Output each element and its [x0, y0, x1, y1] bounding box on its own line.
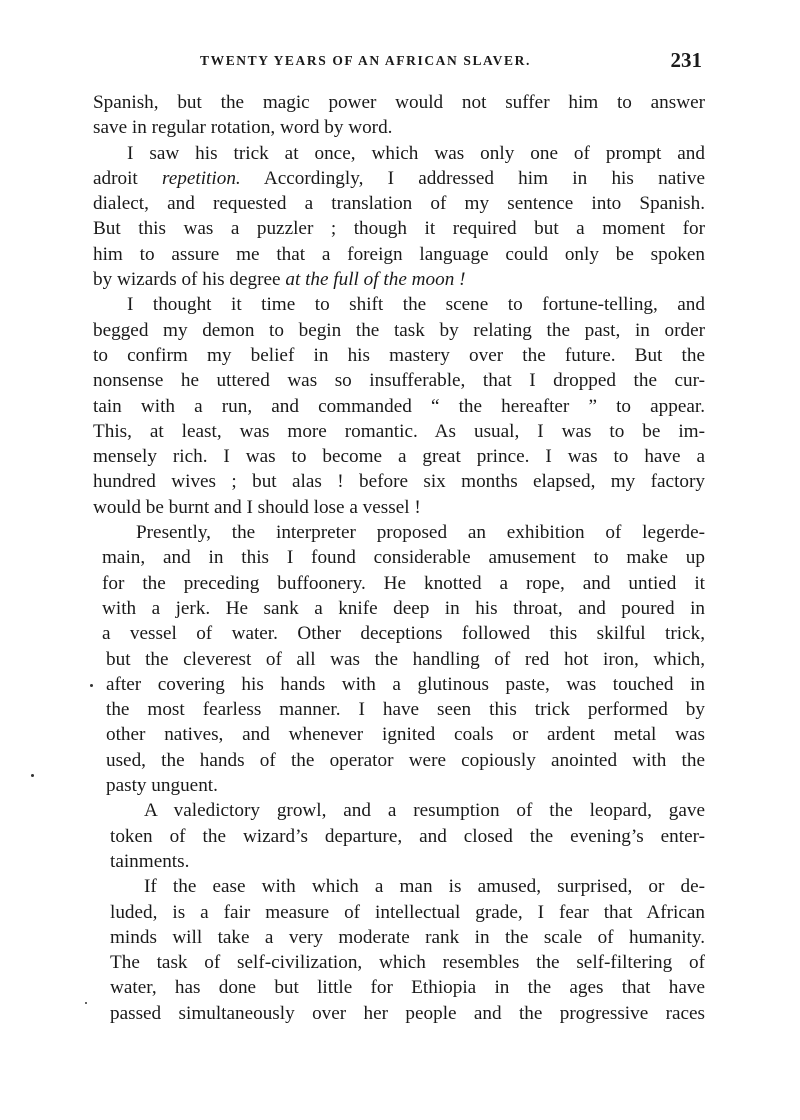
body-text [93, 90, 705, 1026]
text-line: This, at least, was more romantic. As usual, I was to be im- [93, 420, 705, 442]
text-line: pasty unguent. [106, 775, 218, 797]
text-run: by wizards of his degree [93, 269, 286, 291]
text-line: him to assure me that a foreign language could only be spoken [93, 243, 705, 265]
text-line: for the preceding buffoonery. He knotted a rope, and untied it [102, 572, 705, 594]
text-line: Presently, the interpreter proposed an exhibition of legerde- [136, 522, 705, 544]
italic-run: at the full of the moon ! [285, 269, 466, 291]
text-line: begged my demon to begin the task by relating the past, in order [93, 319, 705, 341]
text-line: main, and in this I found considerable amusement to make up [102, 547, 705, 569]
text-line: a vessel of water. Other deceptions followed this skilful trick, [102, 623, 705, 645]
text-line: the most fearless manner. I have seen this trick performed by [106, 699, 705, 721]
text-line: would be burnt and I should lose a vessel ! [93, 496, 421, 518]
text-line: I thought it time to shift the scene to fortune-telling, and [127, 294, 705, 316]
text-line: to confirm my belief in his mastery over the future. But the [93, 344, 705, 366]
text-line [93, 166, 705, 191]
speck-mark [31, 774, 34, 777]
text-line: Spanish, but the magic power would not suffer him to answer [93, 92, 705, 113]
text-line: But this was a puzzler ; though it required but a moment for [93, 218, 705, 240]
text-line: nonsense he uttered was so insufferable, that I dropped the cur- [93, 370, 705, 392]
text-line: tainments. [110, 850, 190, 872]
text-run: Accordingly, I addressed him in his native [240, 167, 705, 189]
text-line: A valedictory growl, and a resumption of the leopard, gave [144, 800, 705, 822]
speck-mark [90, 684, 93, 687]
page-header [90, 48, 702, 76]
text-line: passed simultaneously over her people and the progressive races [110, 1002, 705, 1024]
text-line: I saw his trick at once, which was only one of prompt and [127, 142, 705, 164]
text-line: but the cleverest of all was the handling of red hot iron, which, [106, 648, 705, 670]
text-line: tain with a run, and commanded “ the hereafter ” to appear. [93, 395, 705, 417]
text-line: other natives, and whenever ignited coals or ardent metal was [106, 724, 705, 746]
text-line [93, 267, 705, 292]
text-line: water, has done but little for Ethiopia in the ages that have [110, 977, 705, 999]
text-line: hundred wives ; but alas ! before six months elapsed, my factory [93, 471, 705, 493]
italic-run: repetition. [162, 167, 241, 189]
text-line: luded, is a fair measure of intellectual grade, I fear that African [110, 901, 705, 923]
page-number: 231 [670, 48, 702, 72]
text-line: mensely rich. I was to become a great prince. I was to have a [93, 446, 705, 468]
text-line: If the ease with which a man is amused, surprised, or de- [144, 876, 705, 898]
text-line: with a jerk. He sank a knife deep in his throat, and poured in [102, 597, 705, 619]
text-line: dialect, and requested a translation of my sentence into Spanish. [93, 193, 705, 215]
running-head: TWENTY YEARS OF AN AFRICAN SLAVER. [200, 53, 531, 68]
text-line: token of the wizard’s departure, and closed the evening’s enter- [110, 825, 705, 847]
speck-mark [85, 1002, 87, 1004]
text-line: used, the hands of the operator were copiously anointed with the [106, 749, 705, 771]
text-line: minds will take a very moderate rank in the scale of humanity. [110, 926, 705, 948]
text-line: The task of self-civilization, which resembles the self-filtering of [110, 952, 705, 974]
text-line: after covering his hands with a glutinous paste, was touched in [106, 673, 705, 695]
text-run: adroit [93, 167, 163, 189]
text-line: save in regular rotation, word by word. [93, 117, 393, 139]
